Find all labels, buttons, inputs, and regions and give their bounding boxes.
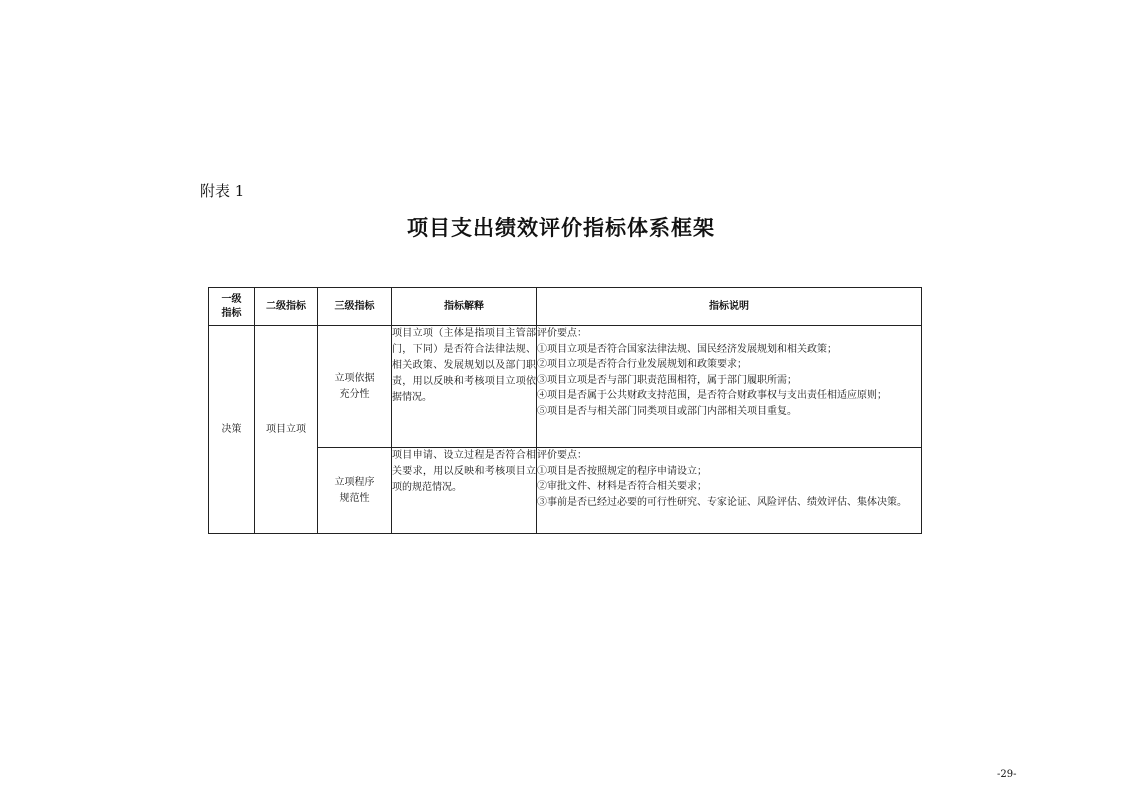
note-cell [537, 326, 922, 448]
level3-cell: 立项依据 充分性 [318, 326, 392, 448]
header-explanation: 指标解释 [392, 288, 537, 326]
note-item: ④项目是否属于公共财政支持范围，是否符合财政事权与支出责任相适应原则； [537, 390, 887, 402]
note-item: ②审批文件、材料是否符合相关要求； [537, 481, 707, 493]
note-heading: 评价要点： [537, 450, 587, 461]
level2-cell: 项目立项 [255, 326, 318, 534]
note-cell [537, 448, 922, 534]
note-item: ①项目立项是否符合国家法律法规、国民经济发展规划和相关政策； [537, 343, 837, 355]
note-heading: 评价要点： [537, 328, 587, 339]
note-item: ⑤项目是否与相关部门同类项目或部门内部相关项目重复。 [537, 405, 797, 417]
note-item: ③项目立项是否与部门职责范围相符，属于部门履职所需； [537, 374, 797, 386]
level1-cell: 决策 [209, 326, 255, 534]
explanation-cell: 项目申请、设立过程是否符合相关要求，用以反映和考核项目立项的规范情况。 [392, 448, 537, 534]
table-header-row [209, 288, 922, 326]
header-level3: 三级指标 [318, 288, 392, 326]
note-item: ②项目立项是否符合行业发展规划和政策要求； [537, 359, 747, 371]
explanation-cell: 项目立项（主体是指项目主管部门，下同）是否符合法律法规、相关政策、发展规划以及部门职责，用以反映和考核项目立项依据情况。 [392, 326, 537, 448]
header-level1: 一级 指标 [209, 288, 255, 326]
page-number: -29- [997, 769, 1017, 780]
table-row [209, 326, 922, 448]
page-title: 项目支出绩效评价指标体系框架 [407, 215, 715, 240]
note-item: ①项目是否按照规定的程序申请设立； [537, 465, 707, 477]
annex-label: 附表 1 [200, 182, 245, 200]
header-note: 指标说明 [537, 288, 922, 326]
indicator-framework-table [208, 287, 922, 534]
note-item: ③事前是否已经过必要的可行性研究、专家论证、风险评估、绩效评估、集体决策。 [537, 496, 907, 508]
level3-cell: 立项程序 规范性 [318, 448, 392, 534]
header-level2: 二级指标 [255, 288, 318, 326]
